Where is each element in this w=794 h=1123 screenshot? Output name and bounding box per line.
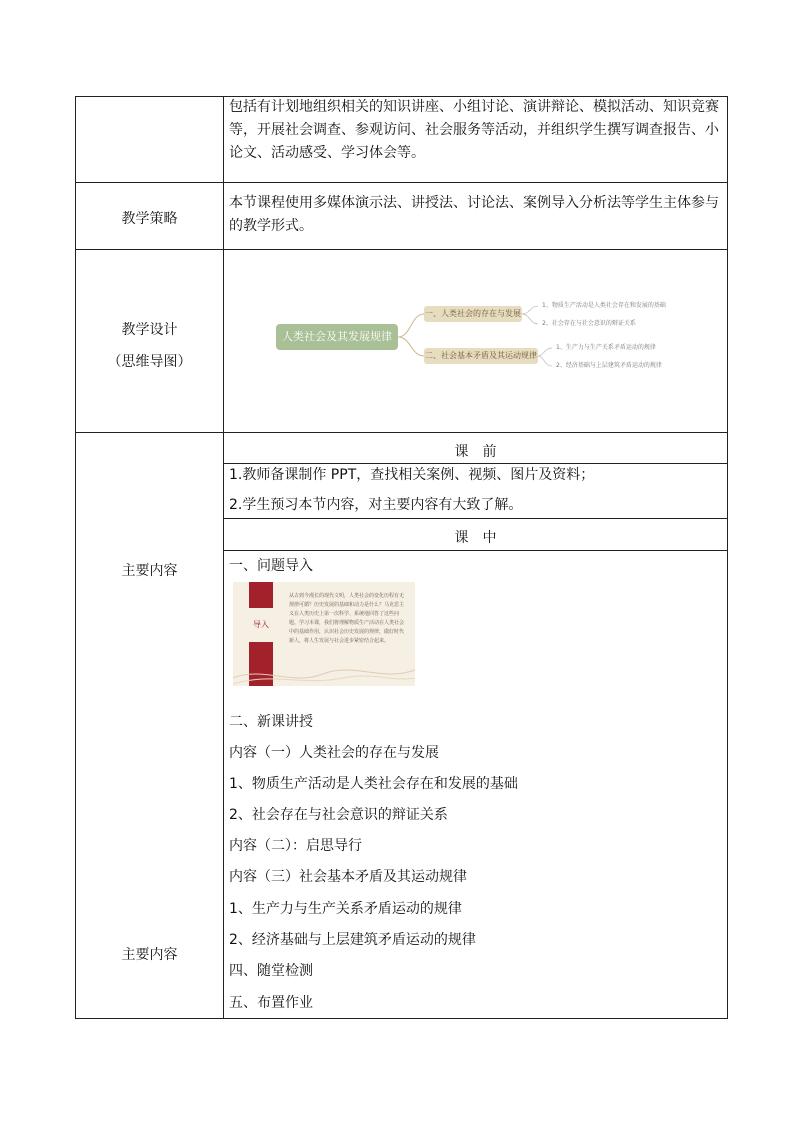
- mindmap-branch: 二、社会基本矛盾及其运动规律: [424, 348, 538, 364]
- main-label-top: 主要内容: [121, 563, 178, 579]
- before-class-item: 2.学生预习本节内容，对主要内容有大致了解。: [229, 497, 523, 513]
- intro-text: 从古到今漫长的现代文明，人类社会的变化历程有无规律可循？历史发展的基础和动力是什么？马克思主义在人类历史上第一次科学、系统地回答了这些问题。学习本课，我们将理解物质生产活动在人类社会中的基础作用，认识社会历史发展的规律，做好时代新人，将人生发展与社会进步紧密结合起来。: [289, 593, 405, 644]
- intro-wave-decoration: [233, 656, 415, 686]
- in-class-item: 五、布置作业: [229, 995, 313, 1011]
- mindmap-leaf: 1、生产力与生产关系矛盾运动的规律: [556, 344, 656, 351]
- in-class-item: 内容（三）社会基本矛盾及其运动规律: [229, 869, 467, 885]
- in-class-item: 二、新课讲授: [229, 714, 313, 730]
- table-inner-divider: [223, 518, 728, 519]
- activities-content: 包括有计划地组织相关的知识讲座、小组讨论、演讲辩论、模拟活动、知识竞赛等，开展社会调查、参观访问、社会服务等活动，并组织学生撰写调查报告、小论文、活动感受、学习体会等。: [229, 99, 719, 161]
- table-row-divider: [75, 432, 728, 433]
- mindmap-leaf: 2、经济基础与上层建筑矛盾运动的规律: [556, 362, 662, 369]
- in-class-heading: 课 中: [454, 530, 497, 546]
- intro-ribbon: [249, 582, 273, 608]
- main-label-bottom: 主要内容: [121, 947, 178, 963]
- strategy-content: 本节课程使用多媒体演示法、讲授法、讨论法、案例导入分析法等学生主体参与的教学形式。: [229, 195, 719, 234]
- design-label: 教学设计: [121, 322, 178, 338]
- in-class-item: 2、经济基础与上层建筑矛盾运动的规律: [229, 932, 476, 948]
- intro-tag: 导入: [253, 620, 269, 629]
- mindmap-leaf: 2、社会存在与社会意识的辩证关系: [542, 320, 636, 327]
- mindmap-leaf: 1、物质生产活动是人类社会存在和发展的基础: [542, 302, 666, 309]
- table-border-right: [727, 96, 728, 1019]
- table-row-divider: [75, 249, 728, 250]
- table-border-left: [75, 96, 76, 1019]
- table-inner-divider: [223, 550, 728, 551]
- before-class-heading: 课 前: [454, 444, 497, 460]
- in-class-item: 2、社会存在与社会意识的辩证关系: [229, 807, 448, 823]
- intro-slide-image: [233, 582, 415, 686]
- table-border-bottom: [75, 1018, 728, 1019]
- in-class-item: 1、生产力与生产关系矛盾运动的规律: [229, 901, 462, 917]
- table-divider-label: [223, 96, 224, 1019]
- in-class-item: 四、随堂检测: [229, 963, 313, 979]
- in-class-item: 1、物质生产活动是人类社会存在和发展的基础: [229, 776, 518, 792]
- mindmap: [226, 252, 726, 430]
- before-class-item: 1.教师备课制作 PPT，查找相关案例、视频、图片及资料；: [229, 467, 595, 483]
- intro-heading: 一、问题导入: [229, 558, 313, 574]
- mindmap-branch: 一、人类社会的存在与发展: [424, 306, 522, 322]
- mindmap-root: 人类社会及其发展规律: [276, 324, 398, 350]
- table-row-divider: [75, 182, 728, 183]
- in-class-item: 内容（一）人类社会的存在与发展: [229, 745, 439, 761]
- design-sublabel: （思维导图）: [107, 354, 192, 370]
- in-class-item: 内容（二）：启思导行: [229, 838, 362, 854]
- strategy-label: 教学策略: [121, 211, 178, 227]
